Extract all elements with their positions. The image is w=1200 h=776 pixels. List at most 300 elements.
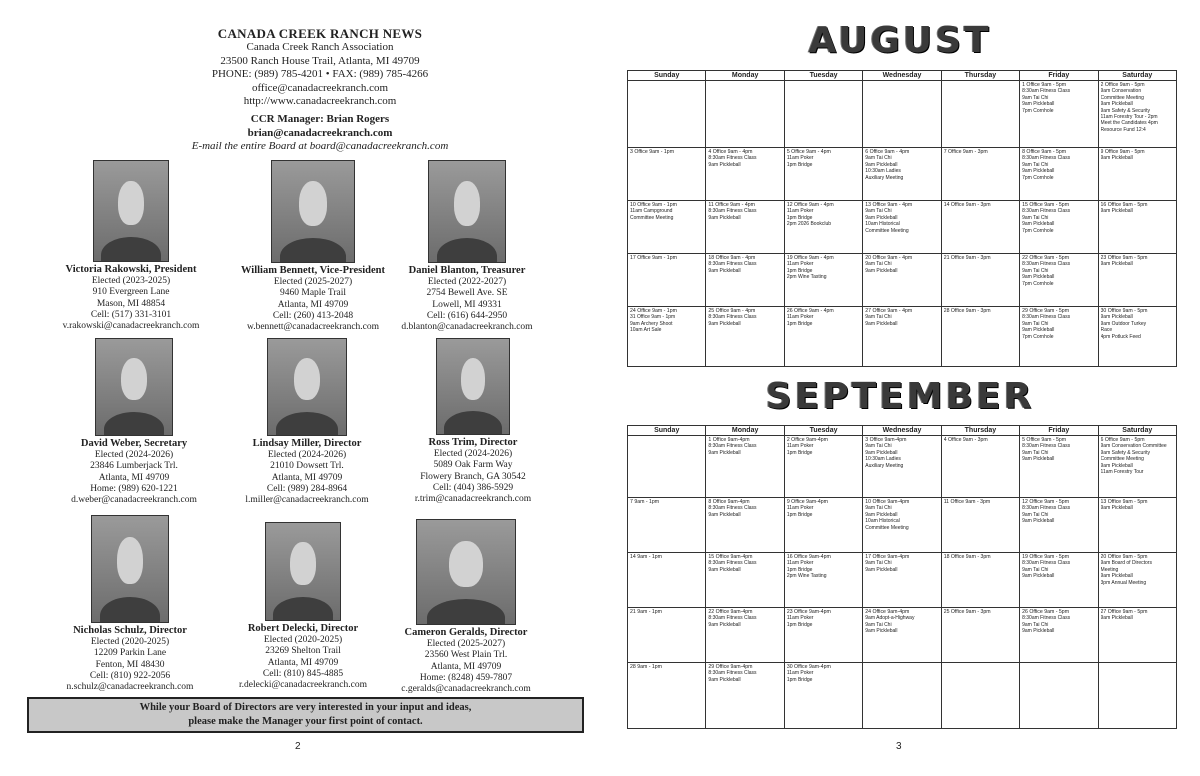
calendar-event: 19 Office 9am - 5pm: [1022, 554, 1070, 560]
calendar-event: 6 Office 9am - 4pm: [865, 149, 910, 155]
calendar-week: [628, 608, 1177, 663]
calendar-event: 20 Office 9am - 4pm: [865, 255, 913, 261]
calendar-day[interactable]: [706, 201, 784, 254]
calendar-event: 8:30am Fitness Class: [1022, 88, 1071, 95]
calendar-day[interactable]: [1098, 307, 1176, 367]
calendar-day[interactable]: [941, 307, 1019, 367]
member-detail: Elected (2024-2026): [267, 450, 347, 460]
calendar-event: 9am Tai Chi: [865, 505, 892, 512]
calendar-event: 15 Office 9am - 5pm: [1022, 202, 1070, 208]
weekday-header: Wednesday: [863, 426, 941, 436]
member-name: David Weber, Secretary: [80, 438, 188, 449]
member-detail: Elected (2024-2026): [433, 449, 513, 459]
calendar-event: 9am Pickleball: [1100, 155, 1133, 162]
calendar-event: 20 Office 9am - 5pm: [1100, 554, 1148, 560]
calendar-event: 9am Board of Directors: [1100, 560, 1152, 567]
calendar-event: 1pm Bridge: [786, 214, 813, 221]
calendar-event: 17 Office 9am - 1pm: [630, 255, 677, 261]
calendar-event: Committee Meeting: [1100, 456, 1144, 463]
calendar-event: 21 Office 9am - 3pm: [943, 255, 991, 261]
calendar-event: Meet the Candidates 4pm: [1100, 120, 1158, 127]
calendar-event: 9am Pickleball: [1022, 628, 1055, 635]
calendar-event: 7 Office 9am - 3pm: [943, 149, 988, 155]
board-member-card: [366, 519, 566, 695]
calendar-event: 28 Office 9am - 3pm: [943, 308, 991, 314]
calendar-event: 9am Pickleball: [1022, 518, 1055, 525]
calendar-event: 1pm Bridge: [786, 511, 813, 518]
calendar-week: [628, 498, 1177, 553]
calendar-day[interactable]: [941, 81, 1019, 148]
calendar-day[interactable]: [628, 81, 706, 148]
calendar-day[interactable]: [1020, 553, 1098, 608]
calendar-event: 9am Pickleball: [708, 320, 741, 327]
member-detail: 23846 Lumberjack Trl.: [90, 461, 178, 472]
newsletter-header: [150, 26, 490, 153]
calendar-day[interactable]: [1020, 254, 1098, 307]
calendar-event: 9am Pickleball: [708, 161, 741, 168]
manager-email[interactable]: brian@canadacreekranch.com: [247, 126, 393, 139]
member-email[interactable]: v.rakowski@canadacreekranch.com: [62, 321, 200, 332]
org-phone: PHONE: (989) 785-4201 • FAX: (989) 785-4266: [211, 68, 429, 80]
calendar-day[interactable]: [706, 436, 784, 498]
calendar-event: 14 9am - 1pm: [630, 554, 663, 560]
calendar-event: 2pm Wine Tasting: [786, 274, 827, 281]
calendar-event: 9am Tai Chi: [1022, 621, 1049, 628]
calendar-event: 9am Pickleball: [1022, 456, 1055, 463]
calendar-event: 8:30am Fitness Class: [708, 505, 757, 512]
org-name: Canada Creek Ranch Association: [246, 41, 394, 53]
board-member-card: [367, 160, 567, 333]
calendar-event: 18 Office 9am - 4pm: [708, 255, 756, 261]
member-photo: [265, 522, 341, 621]
calendar-event: 9 Office 9am-4pm: [786, 499, 828, 505]
august-calendar: [627, 70, 1177, 367]
calendar-event: 8:30am Fitness Class: [1022, 443, 1071, 450]
member-email[interactable]: r.delecki@canadacreekranch.com: [239, 680, 367, 691]
calendar-event: 9am Tai Chi: [1022, 214, 1049, 221]
calendar-event: 2 Office 9am - 5pm: [1100, 82, 1145, 88]
calendar-event: 10am Historical: [865, 221, 900, 228]
calendar-day[interactable]: [628, 553, 706, 608]
calendar-day[interactable]: [1020, 608, 1098, 663]
weekday-header: Friday: [1020, 426, 1098, 436]
member-detail: Flowery Branch, GA 30542: [420, 471, 526, 482]
calendar-day[interactable]: [1020, 436, 1098, 498]
member-photo: [91, 515, 169, 623]
member-email[interactable]: l.miller@canadacreekranch.com: [245, 495, 369, 506]
calendar-event: 11am Poker: [786, 261, 814, 268]
calendar-event: 15 Office 9am-4pm: [708, 554, 753, 560]
member-photo: [428, 160, 506, 263]
calendar-day[interactable]: [784, 553, 862, 608]
weekday-header: Tuesday: [784, 426, 862, 436]
calendar-day[interactable]: [863, 201, 941, 254]
calendar-week: [628, 254, 1177, 307]
calendar-event: 8:30am Fitness Class: [1022, 155, 1071, 162]
calendar-event: 10am Art Sale: [630, 327, 662, 334]
calendar-day[interactable]: [1098, 436, 1176, 498]
calendar-event: 9am Pickleball: [708, 267, 741, 274]
calendar-event: 8 Office 9am - 5pm: [1022, 149, 1067, 155]
calendar-event: 11am Poker: [786, 443, 814, 450]
calendar-event: 27 Office 9am - 5pm: [1100, 609, 1148, 615]
calendar-event: Resource Fund 12:4: [1100, 126, 1146, 133]
member-detail: Elected (2020-2025): [90, 637, 170, 647]
notice-line: please make the Manager your first point of contact.: [188, 716, 423, 727]
calendar-day[interactable]: [941, 663, 1019, 729]
calendar-event: 4 Office 9am - 3pm: [943, 437, 988, 443]
calendar-day[interactable]: [1020, 148, 1098, 201]
calendar-event: 9am Pickleball: [708, 676, 741, 683]
calendar-event: 7 9am - 1pm: [630, 499, 660, 505]
calendar-event: 30 Office 9am - 5pm: [1100, 308, 1148, 314]
member-detail: 23560 West Plain Trl.: [424, 650, 508, 661]
member-name: Lindsay Miller, Director: [252, 438, 362, 449]
calendar-day[interactable]: [1020, 201, 1098, 254]
member-detail: Atlanta, MI 49709: [271, 472, 343, 483]
member-detail: 2754 Bewell Ave. SE: [426, 288, 508, 299]
calendar-event: 9am Pickleball: [865, 214, 898, 221]
calendar-week: [628, 81, 1177, 148]
calendar-day[interactable]: [1098, 608, 1176, 663]
calendar-day[interactable]: [941, 553, 1019, 608]
member-detail: Cell: (260) 413-2048: [272, 310, 354, 321]
calendar-week: [628, 307, 1177, 367]
calendar-day[interactable]: [863, 498, 941, 553]
calendar-day[interactable]: [784, 148, 862, 201]
september-title: SEPTEMBER: [765, 376, 1035, 417]
member-name: Victoria Rakowski, President: [65, 264, 197, 275]
right-page: [600, 0, 1200, 776]
calendar-event: 1 Office 9am-4pm: [708, 437, 750, 443]
calendar-event: 25 Office 9am - 3pm: [943, 609, 991, 615]
calendar-day[interactable]: [863, 663, 941, 729]
calendar-event: 1pm Bridge: [786, 267, 813, 274]
calendar-day[interactable]: [1098, 498, 1176, 553]
calendar-event: 10 Office 9am - 1pm: [630, 202, 677, 208]
calendar-event: 11am Poker: [786, 314, 814, 321]
calendar-day[interactable]: [706, 498, 784, 553]
member-email[interactable]: w.bennett@canadacreekranch.com: [246, 322, 380, 333]
calendar-event: 7pm Cornhole: [1022, 280, 1054, 287]
weekday-header: Sunday: [628, 426, 706, 436]
calendar-event: Committee Meeting: [865, 227, 909, 234]
calendar-event: 9am Safety & Security: [1100, 107, 1150, 114]
org-address: 23500 Ranch House Trail, Atlanta, MI 49709: [220, 54, 420, 67]
calendar-event: 9am Pickleball: [1022, 221, 1055, 228]
member-detail: Elected (2024-2026): [94, 450, 174, 460]
calendar-event: 9am Tai Chi: [1022, 566, 1049, 573]
member-photo: [416, 519, 516, 625]
calendar-day[interactable]: [1098, 553, 1176, 608]
calendar-event: Meeting: [1100, 566, 1119, 573]
calendar-event: 8:30am Fitness Class: [708, 208, 757, 215]
org-email[interactable]: office@canadacreekranch.com: [251, 81, 389, 94]
calendar-event: 9am Pickleball: [865, 267, 898, 274]
calendar-event: 9am Pickleball: [708, 621, 741, 628]
calendar-event: 8:30am Fitness Class: [1022, 314, 1071, 321]
member-detail: Home: (989) 620-1221: [90, 483, 178, 494]
calendar-event: 10 Office 9am-4pm: [865, 499, 910, 505]
member-detail: Cell: (810) 922-2056: [89, 670, 171, 681]
calendar-day[interactable]: [784, 498, 862, 553]
member-photo: [93, 160, 169, 262]
calendar-week: [628, 436, 1177, 498]
calendar-event: Race: [1100, 327, 1113, 334]
calendar-event: 11am Forestry Tour: [1100, 469, 1144, 476]
calendar-event: 9 Office 9am - 5pm: [1100, 149, 1145, 155]
member-email[interactable]: c.geralds@canadacreekranch.com: [401, 684, 531, 695]
member-detail: 23269 Shelton Trail: [265, 646, 341, 657]
member-detail: 9460 Maple Trail: [280, 288, 346, 299]
calendar-day[interactable]: [628, 254, 706, 307]
calendar-event: 9am Pickleball: [1100, 462, 1133, 469]
calendar-event: 8:30am Fitness Class: [708, 560, 757, 567]
calendar-event: 11am Poker: [786, 155, 814, 162]
calendar-event: Committee Meeting: [630, 214, 674, 221]
calendar-event: 9am Pickleball: [1100, 101, 1133, 108]
weekday-header-row: [628, 426, 1177, 436]
member-detail: 5089 Oak Farm Way: [433, 460, 513, 471]
calendar-event: 9am Pickleball: [865, 320, 898, 327]
calendar-event: 12 Office 9am - 5pm: [1022, 499, 1070, 505]
board-email[interactable]: E-mail the entire Board at board@canadacreekranch.com: [191, 139, 449, 152]
member-detail: Elected (2022-2027): [427, 277, 507, 287]
calendar-event: 11am Poker: [786, 615, 814, 622]
calendar-event: Auxiliary Meeting: [865, 174, 904, 181]
calendar-day[interactable]: [1098, 663, 1176, 729]
calendar-event: 25 Office 9am - 4pm: [708, 308, 756, 314]
page-number: 2: [295, 741, 301, 752]
calendar-event: 8:30am Fitness Class: [1022, 208, 1071, 215]
member-name: Cameron Geralds, Director: [404, 627, 528, 638]
member-detail: 12209 Parkin Lane: [93, 648, 167, 659]
calendar-event: 13 Office 9am - 5pm: [1100, 499, 1148, 505]
calendar-day[interactable]: [706, 81, 784, 148]
calendar-day[interactable]: [628, 201, 706, 254]
calendar-event: 9am Tai Chi: [865, 621, 892, 628]
calendar-event: 26 Office 9am - 4pm: [786, 308, 834, 314]
weekday-header: Saturday: [1098, 71, 1176, 81]
member-detail: Atlanta, MI 49709: [430, 661, 502, 672]
calendar-day[interactable]: [863, 81, 941, 148]
member-name: Nicholas Schulz, Director: [73, 625, 187, 636]
calendar-event: 9am Tai Chi: [1022, 511, 1049, 518]
calendar-day[interactable]: [706, 254, 784, 307]
calendar-event: 9am Pickleball: [865, 161, 898, 168]
calendar-event: 14 Office 9am - 3pm: [943, 202, 991, 208]
calendar-event: 29 Office 9am-4pm: [708, 664, 753, 670]
calendar-event: 24 Office 9am - 1pm: [630, 308, 677, 314]
member-photo: [436, 338, 510, 435]
calendar-event: 9am Outdoor Turkey: [1100, 320, 1147, 327]
calendar-event: 1pm Bridge: [786, 449, 813, 456]
calendar-day[interactable]: [863, 608, 941, 663]
member-detail: Cell: (517) 331-3101: [90, 309, 172, 320]
calendar-event: 8:30am Fitness Class: [708, 261, 757, 268]
calendar-event: 19 Office 9am - 4pm: [786, 255, 834, 261]
member-email[interactable]: d.weber@canadacreekranch.com: [71, 495, 197, 506]
calendar-event: 2pm 2026 Bookclub: [786, 221, 832, 228]
weekday-header: Thursday: [941, 426, 1019, 436]
calendar-event: 4 Office 9am - 4pm: [708, 149, 753, 155]
calendar-event: 6 Office 9am - 5pm: [1100, 437, 1145, 443]
calendar-week: [628, 201, 1177, 254]
calendar-day[interactable]: [863, 436, 941, 498]
member-name: Robert Delecki, Director: [247, 623, 359, 634]
calendar-week: [628, 148, 1177, 201]
calendar-event: 8 Office 9am-4pm: [708, 499, 750, 505]
member-detail: Elected (2023-2025): [91, 276, 171, 286]
calendar-event: 3 Office 9am - 1pm: [630, 149, 675, 155]
calendar-event: 9am Pickleball: [865, 449, 898, 456]
calendar-event: 8:30am Fitness Class: [1022, 615, 1071, 622]
calendar-day[interactable]: [784, 81, 862, 148]
calendar-day[interactable]: [1020, 81, 1098, 148]
calendar-day[interactable]: [1020, 307, 1098, 367]
calendar-day[interactable]: [628, 307, 706, 367]
calendar-day[interactable]: [1098, 148, 1176, 201]
calendar-event: 9am Pickleball: [865, 566, 898, 573]
calendar-event: 9am Pickleball: [1100, 208, 1133, 215]
calendar-day[interactable]: [628, 436, 706, 498]
weekday-header: Friday: [1020, 71, 1098, 81]
calendar-day[interactable]: [1098, 201, 1176, 254]
calendar-event: 2pm Wine Tasting: [786, 573, 827, 580]
calendar-day[interactable]: [1098, 81, 1176, 148]
member-detail: Atlanta, MI 49709: [277, 299, 349, 310]
calendar-event: 9am Tai Chi: [1022, 94, 1049, 101]
board-member-card: [373, 338, 573, 505]
calendar-day[interactable]: [784, 201, 862, 254]
calendar-day[interactable]: [863, 254, 941, 307]
calendar-event: 1pm Bridge: [786, 161, 813, 168]
calendar-event: 7pm Cornhole: [1022, 333, 1054, 340]
calendar-day[interactable]: [706, 553, 784, 608]
calendar-day[interactable]: [863, 148, 941, 201]
calendar-event: 11am Poker: [786, 505, 814, 512]
calendar-event: 1pm Bridge: [786, 320, 813, 327]
org-website[interactable]: http://www.canadacreekranch.com: [243, 95, 397, 107]
calendar-event: 11am Poker: [786, 560, 814, 567]
calendar-event: 9am Pickleball: [1022, 101, 1055, 108]
calendar-event: 21 9am - 1pm: [630, 609, 663, 615]
weekday-header: Sunday: [628, 71, 706, 81]
calendar-event: 16 Office 9am-4pm: [786, 554, 831, 560]
member-photo: [267, 338, 347, 436]
calendar-event: 9am Safety & Security: [1100, 449, 1150, 456]
calendar-event: 1pm Bridge: [786, 566, 813, 573]
calendar-event: 8:30am Fitness Class: [1022, 505, 1071, 512]
calendar-event: 7pm Cornhole: [1022, 107, 1054, 114]
calendar-event: 9am Pickleball: [1022, 274, 1055, 281]
calendar-event: 26 Office 9am - 5pm: [1022, 609, 1070, 615]
calendar-day[interactable]: [1020, 498, 1098, 553]
calendar-event: 18 Office 9am - 3pm: [943, 554, 991, 560]
calendar-event: 9am Pickleball: [708, 449, 741, 456]
calendar-event: 9am Pickleball: [1100, 261, 1133, 268]
calendar-day[interactable]: [784, 307, 862, 367]
calendar-event: 9am Tai Chi: [865, 314, 892, 321]
calendar-event: Committee Meeting: [1100, 94, 1144, 101]
calendar-day[interactable]: [784, 608, 862, 663]
calendar-event: 10:30am Ladies: [865, 456, 901, 463]
calendar-day[interactable]: [628, 148, 706, 201]
calendar-event: 23 Office 9am-4pm: [786, 609, 831, 615]
member-email[interactable]: r.trim@canadacreekranch.com: [414, 494, 532, 505]
calendar-event: 11 Office 9am - 4pm: [708, 202, 755, 208]
calendar-day[interactable]: [863, 553, 941, 608]
calendar-event: Committee Meeting: [865, 524, 909, 531]
calendar-day[interactable]: [941, 436, 1019, 498]
calendar-day[interactable]: [941, 608, 1019, 663]
calendar-day[interactable]: [863, 307, 941, 367]
calendar-day[interactable]: [941, 498, 1019, 553]
member-detail: Elected (2020-2025): [263, 635, 343, 645]
calendar-event: Auxiliary Meeting: [865, 462, 904, 469]
calendar-day[interactable]: [706, 148, 784, 201]
calendar-event: 9am Tai Chi: [1022, 267, 1049, 274]
calendar-event: 3 Office 9am-4pm: [865, 437, 907, 443]
calendar-event: 9am Pickleball: [708, 566, 741, 573]
calendar-day[interactable]: [628, 498, 706, 553]
calendar-day[interactable]: [706, 608, 784, 663]
calendar-event: 17 Office 9am-4pm: [865, 554, 910, 560]
contact-notice: [27, 697, 584, 733]
calendar-day[interactable]: [706, 307, 784, 367]
calendar-event: 12 Office 9am - 4pm: [786, 202, 834, 208]
member-detail: Cell: (810) 845-4885: [262, 668, 344, 679]
calendar-event: 9am Conservation Committee: [1100, 443, 1167, 450]
member-email[interactable]: d.blanton@canadacreekranch.com: [401, 322, 533, 333]
calendar-event: 11am Poker: [786, 670, 814, 677]
calendar-event: 27 Office 9am - 4pm: [865, 308, 913, 314]
calendar-event: 9am Tai Chi: [865, 208, 892, 215]
calendar-event: 9am Pickleball: [708, 214, 741, 221]
calendar-day[interactable]: [1020, 663, 1098, 729]
calendar-day[interactable]: [941, 148, 1019, 201]
calendar-event: 13 Office 9am - 4pm: [865, 202, 913, 208]
member-name: Ross Trim, Director: [428, 437, 518, 448]
weekday-header: Tuesday: [784, 71, 862, 81]
calendar-event: 3pm Annual Meeting: [1100, 579, 1147, 586]
member-name: William Bennett, Vice-President: [241, 265, 385, 276]
calendar-event: 8:30am Fitness Class: [708, 670, 757, 677]
calendar-event: 9am Pickleball: [865, 511, 898, 518]
calendar-day[interactable]: [784, 436, 862, 498]
calendar-day[interactable]: [1098, 254, 1176, 307]
calendar-event: 9am Pickleball: [1100, 615, 1133, 622]
calendar-event: 9am Tai Chi: [865, 443, 892, 450]
calendar-event: 8:30am Fitness Class: [708, 443, 757, 450]
board-member-card: [30, 515, 230, 693]
calendar-event: 30 Office 9am-4pm: [786, 664, 831, 670]
calendar-event: 22 Office 9am - 5pm: [1022, 255, 1070, 261]
calendar-day[interactable]: [784, 254, 862, 307]
calendar-day[interactable]: [628, 663, 706, 729]
calendar-day[interactable]: [941, 201, 1019, 254]
calendar-day[interactable]: [706, 663, 784, 729]
calendar-day[interactable]: [628, 608, 706, 663]
calendar-day[interactable]: [941, 254, 1019, 307]
member-email[interactable]: n.schulz@canadacreekranch.com: [66, 682, 194, 693]
calendar-event: 9am Pickleball: [708, 511, 741, 518]
member-detail: Atlanta, MI 49709: [98, 472, 170, 483]
calendar-day[interactable]: [784, 663, 862, 729]
board-member-card: [34, 338, 234, 506]
member-detail: Elected (2025-2027): [426, 639, 506, 649]
calendar-event: 5 Office 9am - 5pm: [1022, 437, 1067, 443]
